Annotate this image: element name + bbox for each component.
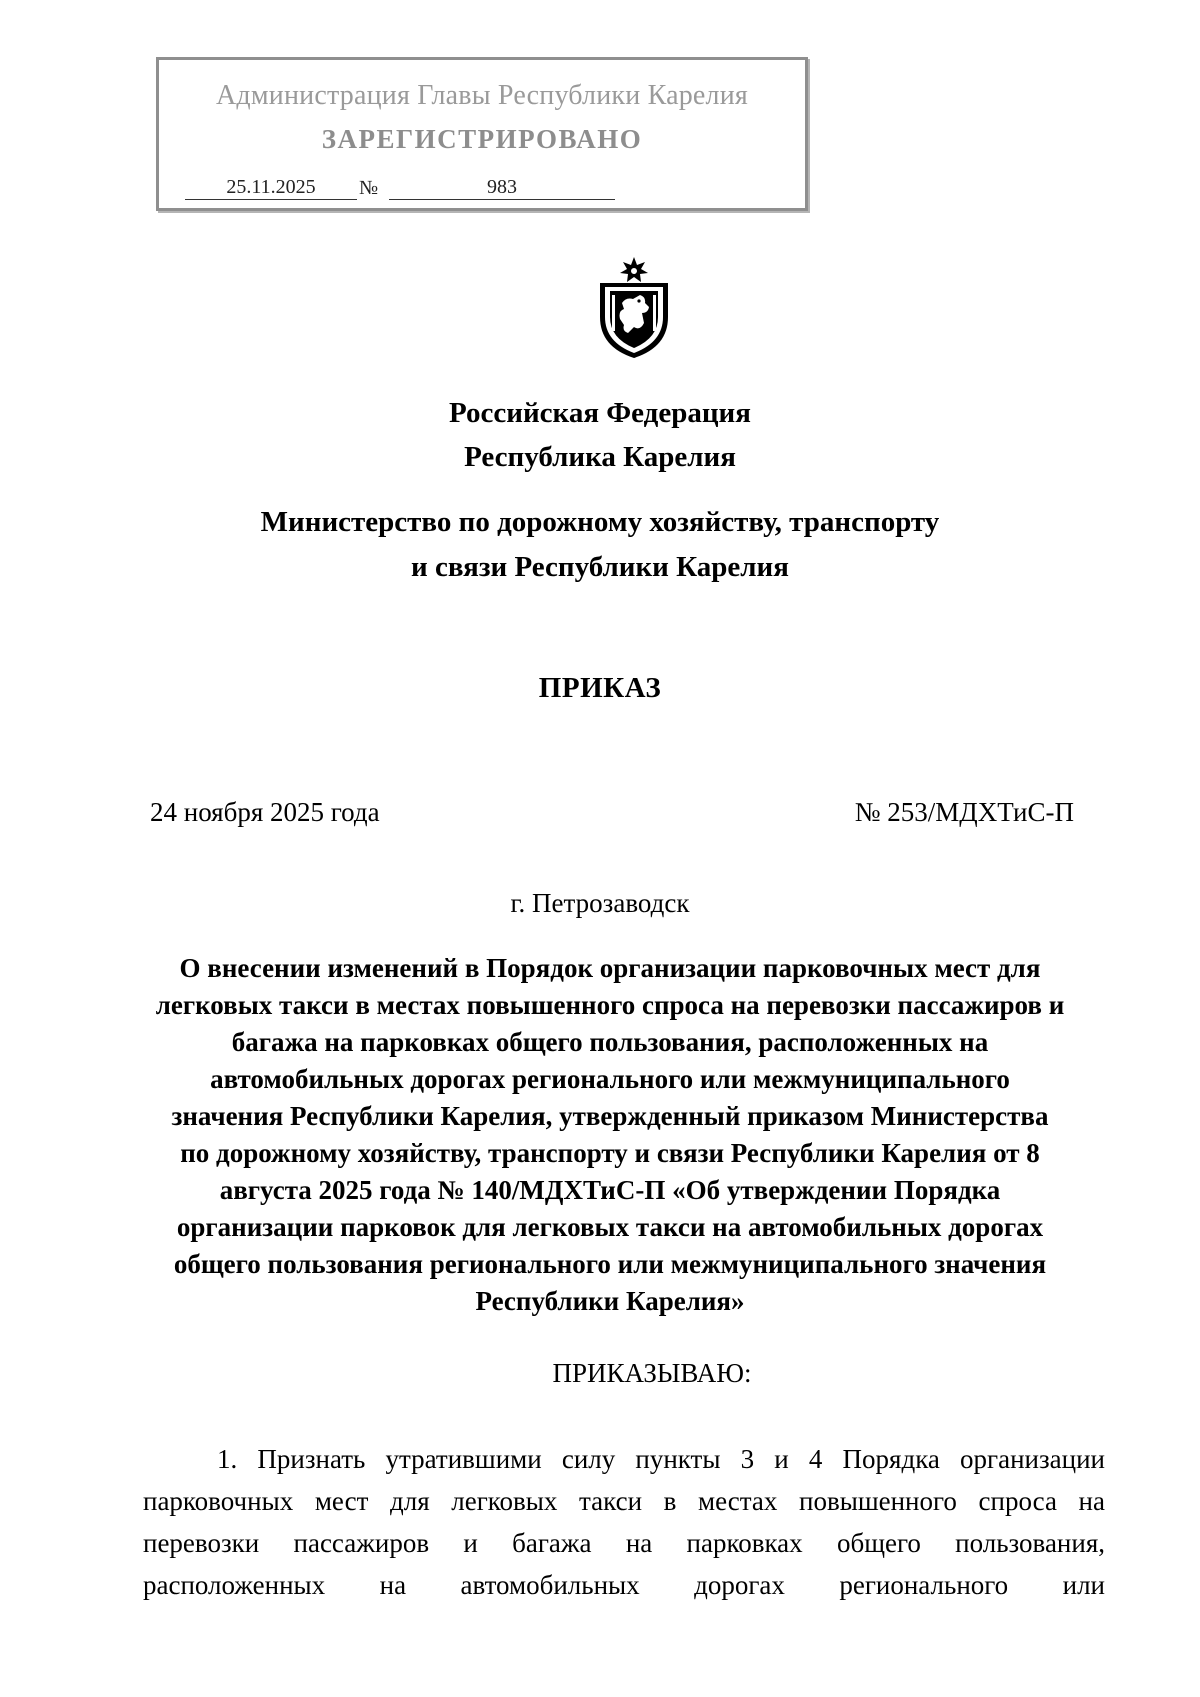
title-line: багажа на парковках общего пользования, расположенных на [231, 1027, 989, 1057]
title-line: по дорожному хозяйству, транспорту и связи Республики Карелия от 8 [180, 1138, 1040, 1168]
header-ministry-line1: Министерство по дорожному хозяйству, транспорту [260, 506, 940, 538]
paragraph-1 [143, 1438, 1105, 1606]
document-type: ПРИКАЗ [538, 672, 662, 704]
header-republic: Республика Карелия [464, 441, 736, 473]
paragraph-line: парковочных мест для легковых такси в местах повышенного спроса на [143, 1486, 1105, 1516]
title-line: общего пользования регионального или межмуниципального значения [173, 1249, 1047, 1279]
title-line: автомобильных дорогах регионального или межмуниципального [210, 1064, 1010, 1094]
paragraph-line: перевозки пассажиров и багажа на парковках общего пользования, [143, 1528, 1105, 1558]
title-line: августа 2025 года № 140/МДХТиС-П «Об утверждении Порядка [219, 1175, 1001, 1205]
document-city: г. Петрозаводск [510, 888, 690, 918]
header-ministry-line2: и связи Республики Карелия [411, 551, 789, 583]
title-line: значения Республики Карелия, утвержденный приказом Министерства [171, 1101, 1049, 1131]
document-title [120, 950, 1100, 1320]
title-line: О внесении изменений в Порядок организации парковочных мест для [179, 953, 1041, 983]
document-date: 24 ноября 2025 года [150, 797, 380, 827]
karelia-coat-of-arms-icon [588, 255, 680, 360]
title-line: легковых такси в местах повышенного спроса на перевозки пассажиров и [155, 990, 1065, 1020]
stamp-reg-date: 25.11.2025 [185, 175, 357, 200]
registration-stamp [156, 57, 808, 211]
stamp-registration-line [185, 172, 615, 200]
stamp-number-sign: № [359, 177, 379, 199]
document-number: № 253/МДХТиС-П [854, 797, 1074, 827]
stamp-status: ЗАРЕГИСТРИРОВАНО [321, 124, 643, 154]
paragraph-line: расположенных на автомобильных дорогах регионального или [143, 1570, 1105, 1600]
stamp-reg-number: 983 [389, 175, 615, 200]
paragraph-line: 1. Признать утратившими силу пункты 3 и 4 Порядка организации [217, 1444, 1105, 1474]
title-line: Республики Карелия» [475, 1286, 745, 1316]
header-country: Российская Федерация [449, 397, 751, 429]
order-word: ПРИКАЗЫВАЮ: [552, 1358, 752, 1388]
title-line: организации парковок для легковых такси на автомобильных дорогах [176, 1212, 1044, 1242]
stamp-organization: Администрация Главы Республики Карелия [216, 80, 748, 111]
